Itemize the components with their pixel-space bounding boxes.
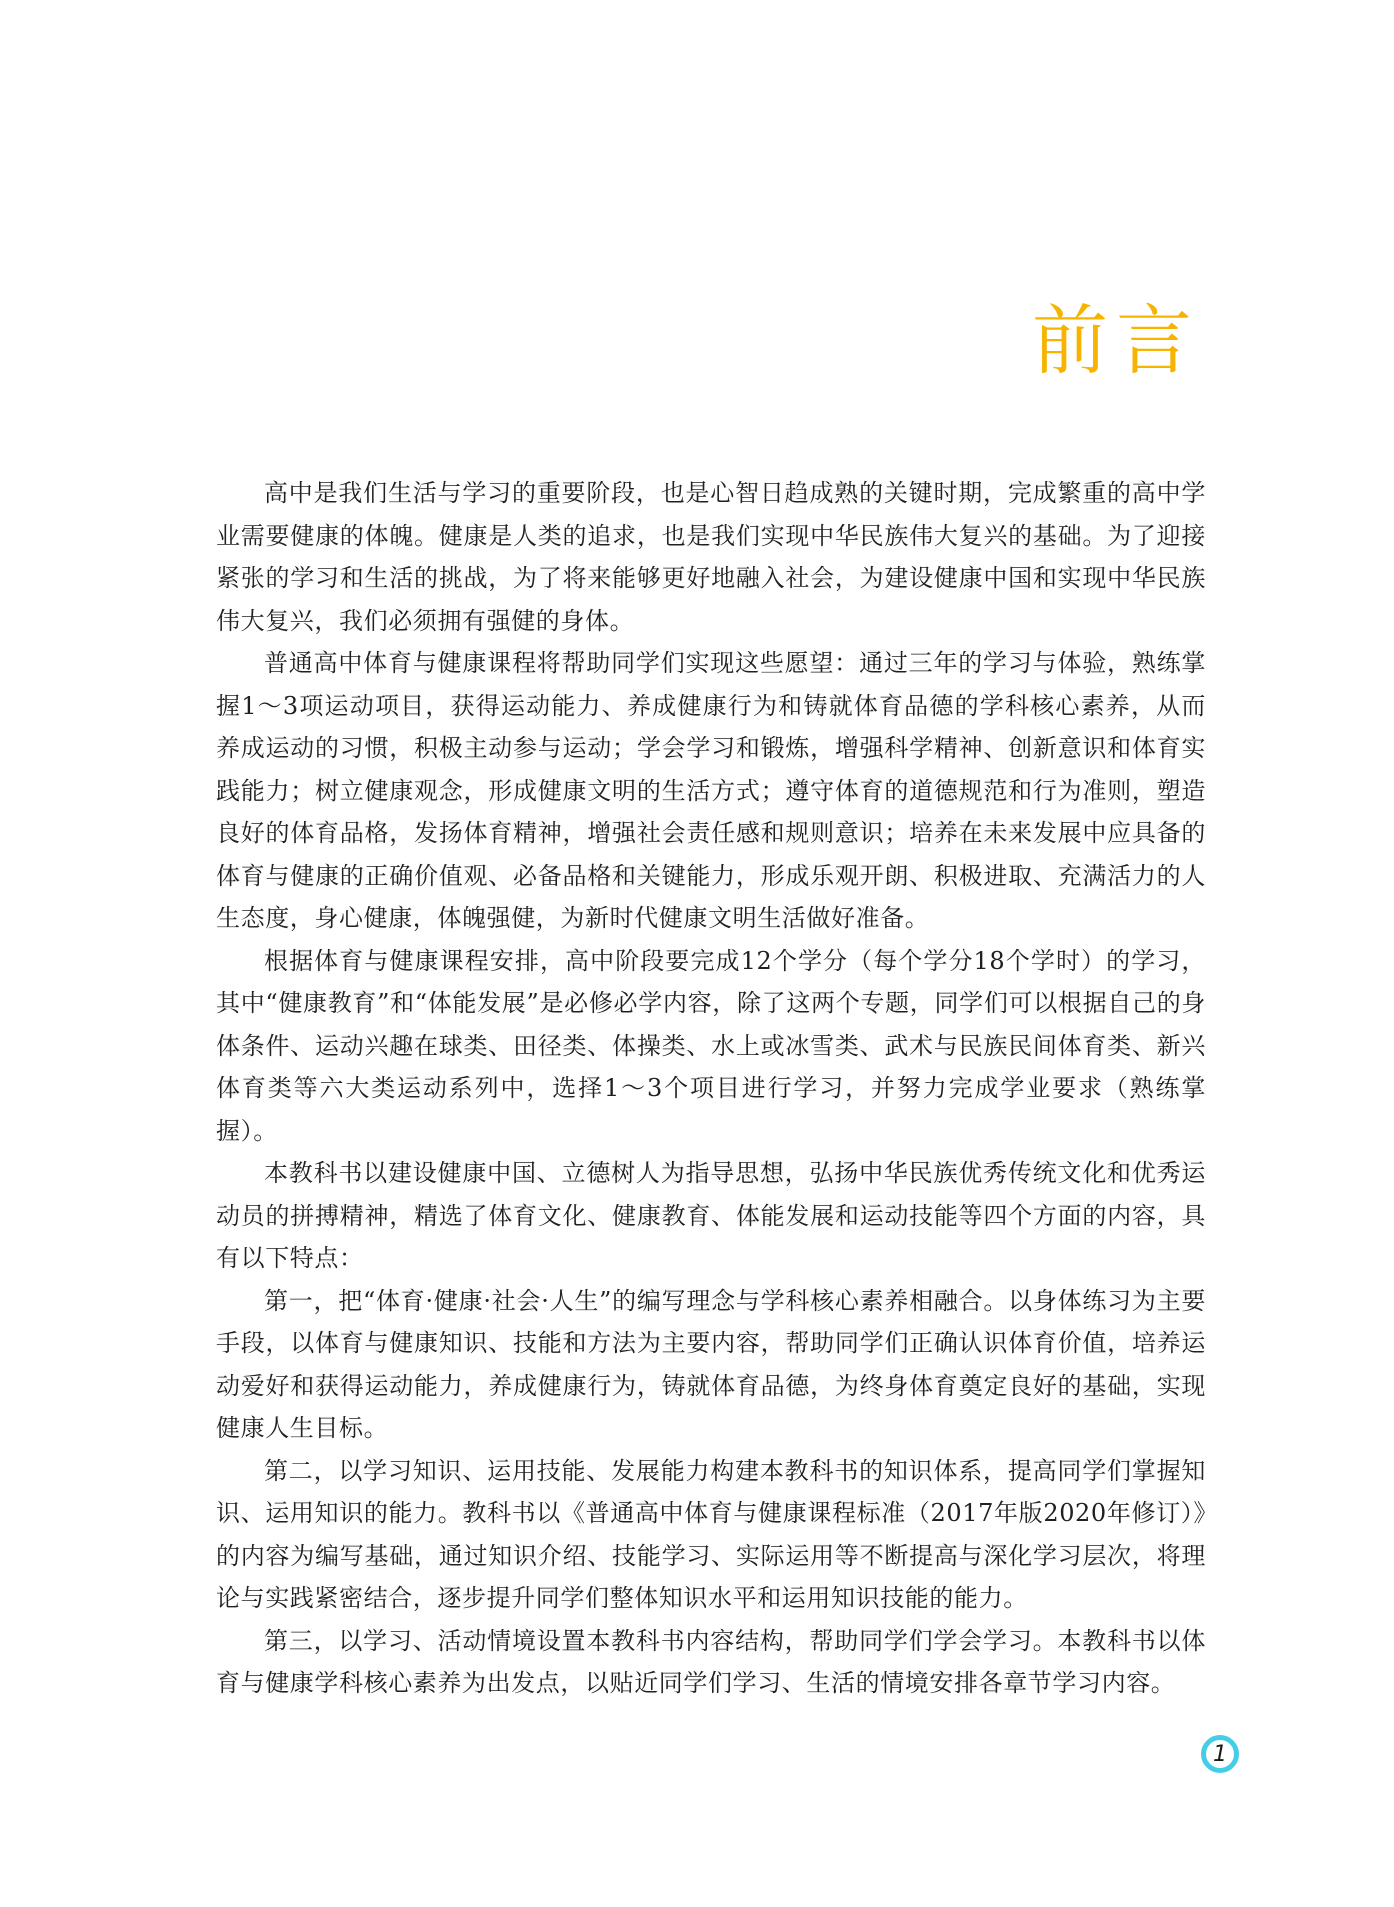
paragraph: 第三，以学习、活动情境设置本教科书内容结构，帮助同学们学会学习。本教科书以体育与健康学科核心素养为出发点，以贴近同学们学习、生活的情境安排各章节学习内容。 — [216, 1626, 1206, 1697]
preface-body — [216, 472, 1206, 1705]
page-title: 前言 — [1032, 295, 1200, 385]
paragraph: 第一，把“体育·健康·社会·人生”的编写理念与学科核心素养相融合。以身体练习为主要手段，以体育与健康知识、技能和方法为主要内容，帮助同学们正确认识体育价值，培养运动爱好和获得运动能力，养成健康行为，铸就体育品德，为终身体育奠定良好的基础，实现健康人生目标。 — [216, 1286, 1206, 1442]
paragraph: 第二，以学习知识、运用技能、发展能力构建本教科书的知识体系，提高同学们掌握知识、运用知识的能力。教科书以《普通高中体育与健康课程标准（2017年版2020年修订）》的内容为编写基础，通过知识介绍、技能学习、实际运用等不断提高与深化学习层次，将理论与实践紧密结合，逐步提升同学们整体知识水平和运用知识技能的能力。 — [216, 1456, 1206, 1612]
paragraph: 根据体育与健康课程安排，高中阶段要完成12个学分（每个学分18个学时）的学习，其中“健康教育”和“体能发展”是必修必学内容，除了这两个专题，同学们可以根据自己的身体条件、运动兴趣在球类、田径类、体操类、水上或冰雪类、武术与民族民间体育类、新兴体育类等六大类运动系列中，选择1～3个项目进行学习，并努力完成学业要求（熟练掌握）。 — [216, 946, 1206, 1145]
paragraph: 普通高中体育与健康课程将帮助同学们实现这些愿望：通过三年的学习与体验，熟练掌握1～3项运动项目，获得运动能力、养成健康行为和铸就体育品德的学科核心素养，从而养成运动的习惯，积极主动参与运动；学会学习和锻炼，增强科学精神、创新意识和体育实践能力；树立健康观念，形成健康文明的生活方式；遵守体育的道德规范和行为准则，塑造良好的体育品格，发扬体育精神，增强社会责任感和规则意识；培养在未来发展中应具备的体育与健康的正确价值观、必备品格和关键能力，形成乐观开朗、积极进取、充满活力的人生态度，身心健康，体魄强健，为新时代健康文明生活做好准备。 — [216, 649, 1206, 932]
page-number-badge: 1 — [1201, 1735, 1239, 1773]
paragraph: 高中是我们生活与学习的重要阶段，也是心智日趋成熟的关键时期，完成繁重的高中学业需要健康的体魄。健康是人类的追求，也是我们实现中华民族伟大复兴的基础。为了迎接紧张的学习和生活的挑战，为了将来能够更好地融入社会，为建设健康中国和实现中华民族伟大复兴，我们必须拥有强健的身体。 — [216, 479, 1206, 635]
paragraph: 本教科书以建设健康中国、立德树人为指导思想，弘扬中华民族优秀传统文化和优秀运动员的拼搏精神，精选了体育文化、健康教育、体能发展和运动技能等四个方面的内容，具有以下特点： — [216, 1159, 1206, 1272]
